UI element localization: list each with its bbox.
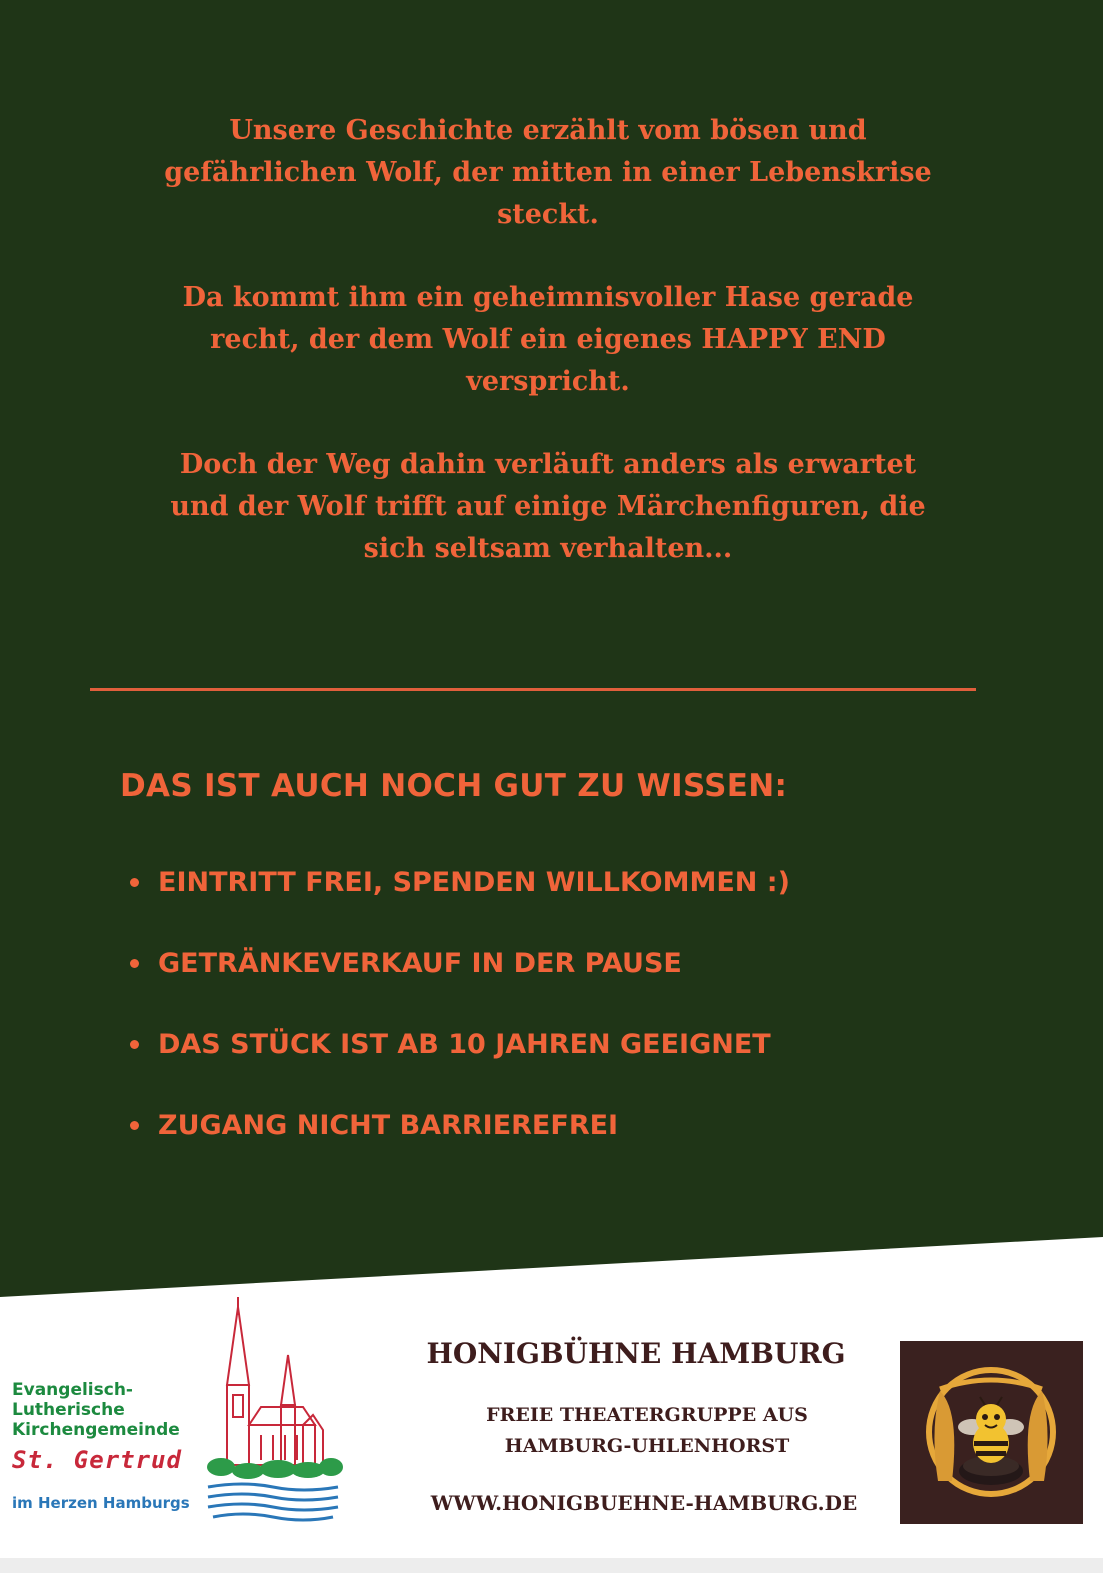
theater-group-subtitle-line-2: HAMBURG-UHLENHORST (504, 1435, 790, 1457)
church-icon (203, 1295, 343, 1535)
church-line-1: Evangelisch- (12, 1380, 133, 1400)
bee-theater-logo-graphic (900, 1341, 1083, 1524)
church-line-2: Lutherische (12, 1400, 125, 1420)
church-tagline: im Herzen Hamburgs (12, 1494, 190, 1512)
church-line-3: Kirchengemeinde (12, 1420, 180, 1440)
theater-group-subtitle (400, 1400, 894, 1462)
info-item-label: DAS STÜCK IST AB 10 JAHREN GEEIGNET (158, 1029, 771, 1060)
bottom-strip (0, 1558, 1103, 1573)
info-item-label: ZUGANG NICHT BARRIEREFREI (158, 1110, 619, 1141)
theater-group-title: HONIGBÜHNE HAMBURG (426, 1337, 846, 1370)
story-paragraph-1: Unsere Geschichte erzählt vom bösen und gefährlichen Wolf, der mitten in einer Lebenskrise steckt. (164, 115, 932, 230)
story-paragraph-2: Da kommt ihm ein geheimnisvoller Hase gerade recht, der dem Wolf ein eigenes HAPPY END verspricht. (182, 282, 914, 397)
church-logo-text (12, 1380, 212, 1512)
footer (0, 1295, 1103, 1573)
bee-theater-logo-icon (900, 1341, 1083, 1524)
theater-group-subtitle-line-1: FREIE THEATERGRUPPE AUS (486, 1404, 808, 1426)
info-item-label: EINTRITT FREI, SPENDEN WILLKOMMEN :) (158, 867, 790, 898)
info-heading: DAS IST AUCH NOCH GUT ZU WISSEN: (120, 768, 788, 804)
church-name: St. Gertrud (12, 1446, 182, 1474)
theater-group-url: WWW.HONIGBUEHNE-HAMBURG.DE (430, 1491, 858, 1515)
info-item-label: GETRÄNKEVERKAUF IN DER PAUSE (158, 948, 682, 979)
story-paragraph-3: Doch der Weg dahin verläuft anders als erwartet und der Wolf trifft auf einige Märchenfiguren, die sich seltsam verhalten... (170, 449, 926, 564)
